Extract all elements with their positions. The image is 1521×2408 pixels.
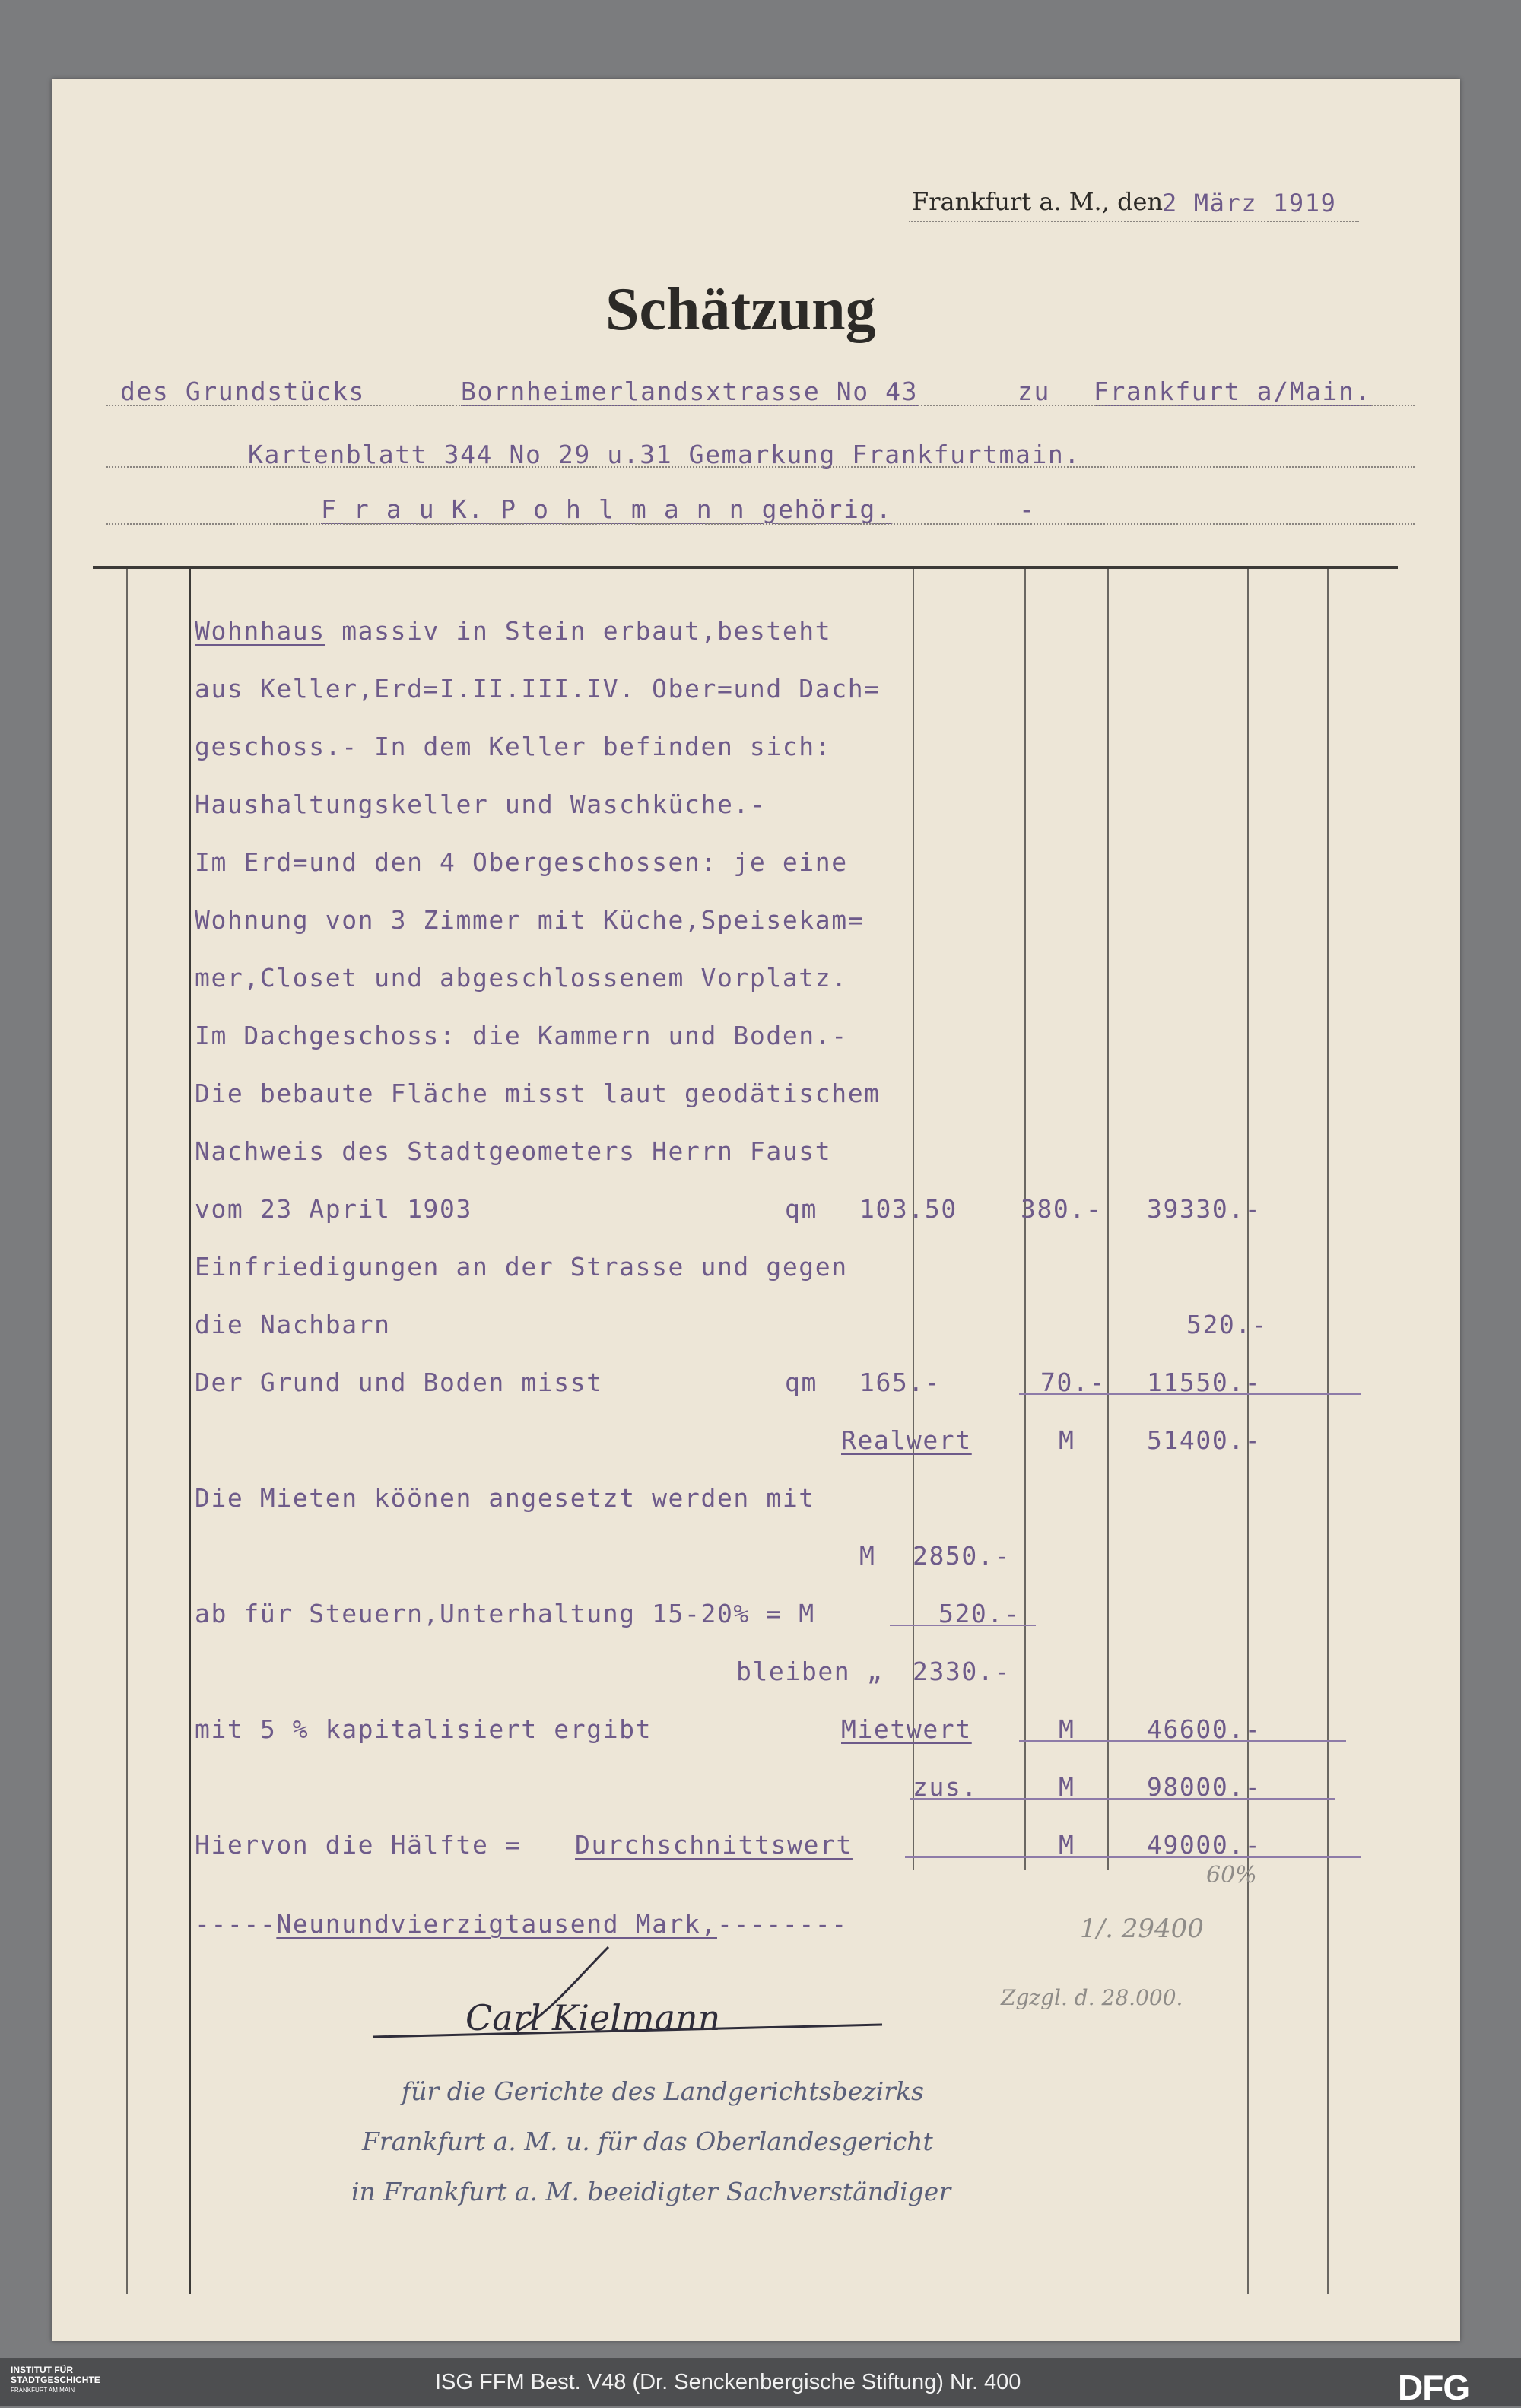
pencil-percent: 60% [1206,1862,1257,1889]
body-line: Im Erd=und den 4 Obergeschossen: je eine [195,847,848,877]
body-line: Die bebaute Fläche misst laut geodätischem [195,1079,881,1108]
deduction-value: 520.- [938,1599,1021,1628]
remaining-text: bleiben „ [736,1657,884,1686]
body-line: Nachweis des Stadtgeometers Herrn Faust [195,1136,832,1166]
date: 2 März 1919 [1162,189,1337,218]
subject-cadastre: Kartenblatt 344 No 29 u.31 Gemarkung Frankfurtmain. [248,440,1081,469]
body-line: mer,Closet und abgeschlossenem Vorplatz. [195,963,848,993]
subject-city: Frankfurt a/Main. [1094,376,1371,406]
body-line: Haushaltungskeller und Waschküche.- [195,789,767,819]
subject-line1-rule [106,405,1415,406]
mietwert-total: 46600.- [1147,1714,1262,1744]
realwert-total: 51400.- [1147,1425,1262,1455]
row-qty: 165.- [859,1368,941,1397]
table-col-line [1327,569,1329,2294]
archive-caption: ISG FFM Best. V48 (Dr. Senckenbergische Stiftung) Nr. 400 [435,2370,1021,2394]
durchschnittswert-label: Durchschnittswert [575,1830,853,1860]
body-line [195,616,831,646]
row-total: 39330.- [1147,1194,1262,1224]
row-text: Hiervon die Hälfte = [195,1830,522,1860]
dashes-left: ----- [195,1909,277,1939]
haelfte-total: 49000.- [1147,1830,1262,1860]
mietwert-label: Mietwert [841,1714,972,1744]
subject-middle: zu [1018,376,1050,406]
sum-rule [910,1798,1335,1800]
page-title: Schätzung [605,276,876,343]
row-price: 70.- [1040,1368,1106,1397]
body-line-word: Wohnhaus [195,616,325,646]
institute-logo [11,2365,100,2395]
body-line: aus Keller,Erd=I.II.III.IV. Ober=und Dach= [195,674,881,704]
institute-line: STADTGESCHICHTE [11,2375,100,2385]
institute-line: INSTITUT FÜR [11,2365,73,2375]
mietwert-currency: M [1059,1714,1075,1744]
pencil-value: 1/. 29400 [1080,1914,1204,1944]
row-text: Einfriedigungen an der Strasse und gegen [195,1252,848,1282]
remaining-value: 2330.- [913,1657,1011,1686]
zus-currency: M [1059,1772,1075,1802]
body-line: geschoss.- In dem Keller befinden sich: [195,732,832,761]
row-text: vom 23 April 1903 [195,1194,472,1224]
table-col-line [189,569,191,2294]
body-line-text: massiv in Stein erbaut,besteht [325,616,832,646]
subject-owner-suffix: - [1019,494,1036,524]
row-text: die Nachbarn [195,1310,391,1339]
realwert-label: Realwert [841,1425,972,1455]
deduction-text: ab für Steuern,Unterhaltung 15-20% = M [195,1599,815,1628]
table-col-line [126,569,128,2294]
row-text: mit 5 % kapitalisiert ergibt [195,1714,653,1744]
pencil-note: Zgzgl. d. 28.000. [1001,1985,1183,2010]
signature-line: in Frankfurt a. M. beeidigter Sachverständiger [351,2177,951,2206]
signature-line: für die Gerichte des Landgerichtsbezirks [402,2076,924,2106]
realwert-currency: M [1059,1425,1075,1455]
subject-owner: F r a u K. P o h l m a n n gehörig. [321,494,893,524]
row-qty: 103.50 [859,1194,957,1224]
zus-label: zus. [913,1772,978,1802]
row-total: 520.- [1186,1310,1269,1339]
row-text: Die Mieten köönen angesetzt werden mit [195,1483,815,1513]
row-unit: qm [785,1194,818,1224]
rent-currency: M [859,1541,876,1571]
double-rule [905,1856,1361,1858]
signature-name: Carl Kielmann [465,1997,721,2038]
place-date-label: Frankfurt a. M., den [912,187,1164,216]
row-text: Der Grund und Boden misst [195,1368,603,1397]
rent-value: 2850.- [913,1541,1011,1571]
sum-rule [1019,1393,1361,1395]
subject-line2-rule [106,466,1415,468]
body-line: Im Dachgeschoss: die Kammern und Boden.- [195,1021,848,1050]
institute-line: FRANKFURT AM MAIN [11,2387,75,2394]
dashes-right: -------- [716,1909,848,1939]
amount-words-text: Neunundvierzigtausend Mark, [276,1909,717,1939]
table-top-rule [93,566,1398,569]
deduction-rule [890,1625,1036,1626]
table-col-line [1107,569,1109,1870]
body-line: Wohnung von 3 Zimmer mit Küche,Speisekam= [195,905,865,935]
row-total: 11550.- [1147,1368,1262,1397]
signature-line: Frankfurt a. M. u. für das Oberlandesgericht [362,2127,933,2156]
row-unit: qm [785,1368,818,1397]
archive-footer [0,2358,1521,2406]
haelfte-currency: M [1059,1830,1075,1860]
dfg-logo: DFG [1398,2368,1470,2407]
zus-total: 98000.- [1147,1772,1262,1802]
subject-prefix: des Grundstücks [120,376,366,406]
subject-street: Bornheimerlandsxtrasse No 43 [461,376,919,406]
date-underline [909,221,1359,222]
subject-line3-rule [106,523,1415,525]
row-price: 380.- [1021,1194,1103,1224]
sum-rule [1019,1740,1346,1742]
